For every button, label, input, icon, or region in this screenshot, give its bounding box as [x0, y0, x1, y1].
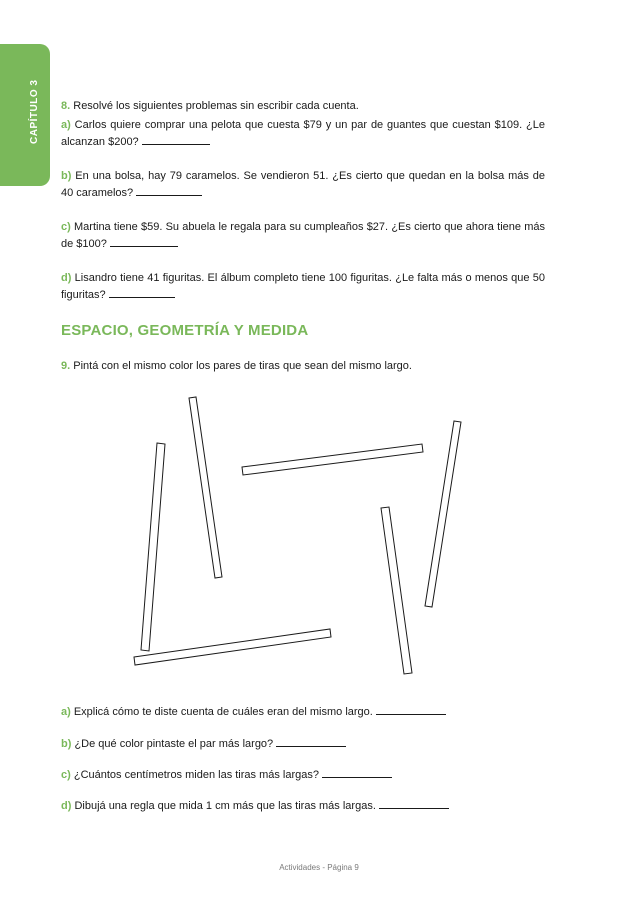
strip-6[interactable] [134, 629, 331, 665]
instruction-text: Pintá con el mismo color los pares de tiras que sean del mismo largo. [73, 360, 412, 372]
instruction-text: Resolvé los siguientes problemas sin escribir cada cuenta. [73, 100, 359, 112]
item-letter: d) [61, 272, 72, 284]
answer-line[interactable] [376, 704, 446, 715]
item-text: Dibujá una regla que mida 1 cm más que las tiras más largas. [74, 800, 376, 812]
item-letter: c) [61, 221, 71, 233]
page-footer: Actividades - Página 9 [279, 863, 359, 872]
chapter-label: CAPÍTULO 3 [29, 79, 40, 144]
item-text: Carlos quiere comprar una pelota que cuesta $79 y un par de guantes que cuestan $109. ¿Le alcanzan $200? [61, 119, 546, 148]
exercise-number: 9. [61, 360, 71, 372]
exercise-9-item-c [61, 767, 392, 781]
item-text: En una bolsa, hay 79 caramelos. Se vendieron 51. ¿Es cierto que quedan en la bolsa más de 40 caramelos? [61, 170, 545, 199]
item-letter: b) [61, 170, 72, 182]
exercise-9-item-b [61, 736, 346, 750]
strip-1[interactable] [189, 397, 222, 578]
item-letter: d) [61, 800, 72, 812]
item-text: ¿Cuántos centímetros miden las tiras más largas? [73, 769, 319, 781]
item-text: Lisandro tiene 41 figuritas. El álbum completo tiene 100 figuritas. ¿Le falta más o menos que 50 figuritas? [61, 272, 546, 301]
item-letter: a) [61, 706, 71, 718]
strip-4[interactable] [425, 421, 461, 607]
item-text: Explicá cómo te diste cuenta de cuáles eran del mismo largo. [73, 706, 373, 718]
answer-line[interactable] [276, 736, 346, 747]
item-letter: c) [61, 769, 71, 781]
strip-5[interactable] [381, 507, 412, 674]
item-letter: b) [61, 738, 72, 750]
item-letter: a) [61, 119, 71, 131]
exercise-number: 8. [61, 100, 71, 112]
answer-line[interactable] [379, 798, 449, 809]
strip-3[interactable] [242, 444, 423, 475]
exercise-9-item-d [61, 798, 449, 812]
section-title: ESPACIO, GEOMETRÍA Y MEDIDA [61, 322, 309, 339]
exercise-9-item-a [61, 704, 446, 718]
answer-line[interactable] [322, 767, 392, 778]
item-text: Martina tiene $59. Su abuela le regala para su cumpleaños $27. ¿Es cierto que ahora tiene más de $100? [61, 221, 545, 250]
item-text: ¿De qué color pintaste el par más largo? [74, 738, 274, 750]
strip-2[interactable] [141, 443, 165, 651]
